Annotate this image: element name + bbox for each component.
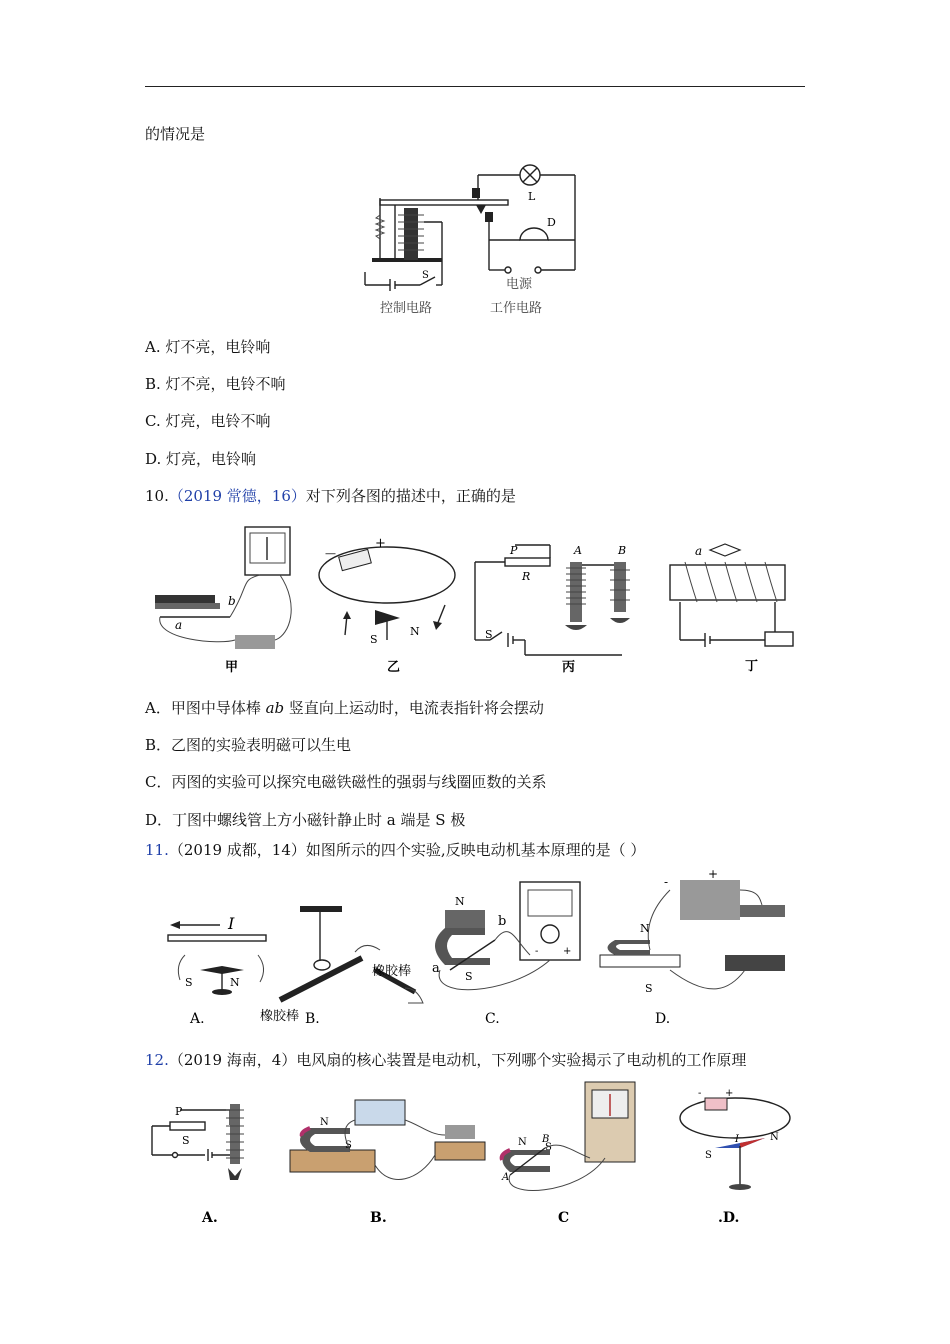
q12-d-label-n: N	[770, 1132, 779, 1143]
q10-option-a[interactable]	[145, 698, 544, 718]
q9-option-d[interactable]: D. 灯亮，电铃响	[145, 450, 257, 468]
q12-d-label-i: I	[735, 1134, 739, 1145]
q10-option-a-ab: ab	[265, 699, 285, 717]
q12-text: （2019 海南，4）电风扇的核心装置是电动机，下列哪个实验揭示了电动机的工作原理	[168, 1051, 747, 1069]
q10-figure-bing	[470, 540, 640, 675]
bing-label-s: S	[485, 628, 493, 641]
q11-caption-b: B.	[305, 1011, 320, 1027]
bing-label: 丙	[562, 660, 576, 675]
work-circuit-label: 工作电路	[490, 301, 543, 316]
q10-option-b[interactable]: B．乙图的实验表明磁可以生电	[145, 736, 352, 754]
q11-d-label-n: N	[640, 922, 650, 935]
battery-icon	[339, 549, 372, 570]
q11-caption-a: A.	[190, 1011, 205, 1027]
q10-option-a-pre: A．甲图中导体棒	[145, 699, 266, 717]
q12-c-label-s: S	[545, 1142, 552, 1153]
q10-text: 对下列各图的描述中，正确的是	[305, 487, 516, 505]
q11-a-label-s: S	[185, 976, 193, 989]
q12-stem	[145, 1050, 746, 1070]
q11-c-label-a: a	[432, 961, 440, 976]
q10-source: （2019 常德，16）	[168, 487, 306, 505]
relay-circuit-figure	[360, 160, 590, 320]
q9-option-c[interactable]: C. 灯亮，电铃不响	[145, 412, 271, 430]
ding-label-a: a	[695, 544, 703, 558]
q11-a-current: I	[228, 914, 235, 933]
q11-b-rubber-1: 橡胶棒	[260, 1009, 300, 1024]
bing-label-a: A	[574, 544, 582, 557]
q12-b-label-n: N	[320, 1117, 329, 1128]
lamp-label: L	[528, 190, 536, 203]
power-label: 电源	[506, 277, 533, 292]
q10-option-d[interactable]: D．丁图中螺线管上方小磁针静止时 a 端是 S 极	[145, 811, 466, 829]
intro-text: 的情况是	[145, 125, 206, 143]
q11-c-minus: -	[535, 946, 539, 957]
yi-minus: —	[325, 547, 336, 560]
q12-number: 12.	[145, 1051, 169, 1069]
q11-a-label-n: N	[230, 976, 240, 989]
q12-d-plus: +	[725, 1088, 734, 1099]
q10-figure-jia	[150, 525, 300, 675]
q11-number: 11.	[145, 841, 169, 859]
q11-d-plus: +	[708, 867, 719, 881]
q9-option-a[interactable]: A. 灯不亮，电铃响	[145, 338, 271, 356]
yi-label-n: N	[410, 625, 420, 638]
q12-figures	[150, 1080, 800, 1230]
q12-c-label-b: B	[542, 1134, 550, 1145]
q10-number: 10.	[145, 487, 169, 505]
q12-d-label-s: S	[705, 1150, 712, 1161]
q11-c-plus: +	[563, 946, 572, 957]
q11-text: （2019 成都，14）如图所示的四个实验,反映电动机基本原理的是（ ）	[168, 841, 646, 859]
q12-b-label-s: S	[345, 1140, 352, 1151]
jia-label-b: b	[228, 594, 236, 608]
q12-d-minus: -	[698, 1088, 702, 1099]
jia-label: 甲	[225, 660, 239, 675]
q11-b-rubber-2: 橡胶棒	[372, 964, 412, 979]
q11-figures	[150, 867, 800, 1035]
q10-option-a-post: 竖直向上运动时，电流表指针将会摆动	[284, 699, 544, 717]
q10-option-c[interactable]: C．丙图的实验可以探究电磁铁磁性的强弱与线圈匝数的关系	[145, 773, 547, 791]
q12-a-label-s: S	[182, 1134, 190, 1147]
bing-label-r: R	[522, 570, 531, 583]
q12-caption-a: A.	[202, 1210, 218, 1226]
q12-caption-c: C	[558, 1210, 570, 1226]
q11-stem	[145, 840, 645, 860]
q12-c-label-n: N	[518, 1137, 527, 1148]
ding-label: 丁	[745, 659, 759, 674]
switch-icon	[235, 635, 275, 649]
q11-c-label-b: b	[498, 914, 507, 929]
q12-c-label-a: A	[502, 1172, 510, 1183]
q11-caption-d: D.	[655, 1011, 671, 1027]
q9-option-b[interactable]: B. 灯不亮，电铃不响	[145, 375, 286, 393]
q12-caption-d: .D.	[718, 1210, 740, 1226]
q11-c-label-n: N	[455, 895, 465, 908]
q11-c-label-s: S	[465, 970, 473, 983]
q11-d-minus: -	[664, 875, 669, 889]
control-circuit-label: 控制电路	[380, 301, 433, 316]
q10-figure-ding	[665, 540, 805, 675]
bell-icon	[520, 228, 548, 240]
q12-caption-b: B.	[370, 1210, 387, 1226]
jia-label-a: a	[175, 618, 183, 632]
q12-a-label-p: P	[175, 1105, 183, 1118]
q11-caption-c: C.	[485, 1011, 500, 1027]
switch-label: S	[422, 270, 429, 281]
q11-d-label-s: S	[645, 982, 653, 995]
bell-label: D	[547, 216, 556, 229]
bing-label-b: B	[618, 544, 627, 557]
q10-figure-yi	[315, 535, 465, 675]
yi-label-s: S	[370, 633, 378, 646]
header-rule	[145, 86, 805, 87]
q10-stem	[145, 486, 516, 506]
yi-label: 乙	[387, 660, 401, 675]
yi-plus: +	[375, 536, 386, 551]
bing-label-p: P	[510, 544, 518, 557]
